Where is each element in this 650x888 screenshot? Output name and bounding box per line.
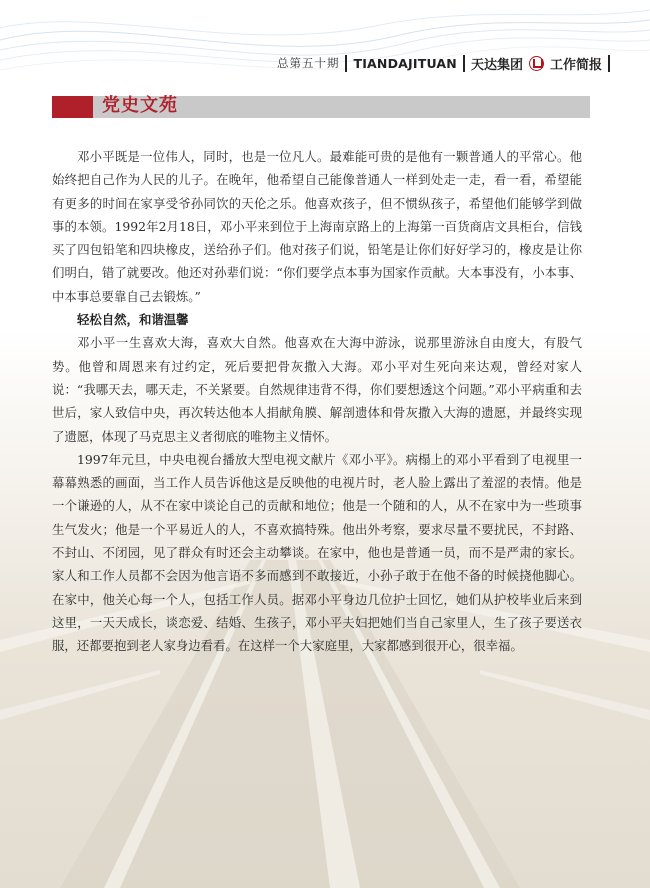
paragraph: 1997年元旦，中央电视台播放大型电视文献片《邓小平》。病榻上的邓小平看到了电视里一幕幕熟悉的画面，当工作人员告诉他这是反映他的电视片时，老人脸上露出了羞涩的表情。他是一个谦逊的人，从不在家中谈论自己的贡献和地位；他是一个随和的人，从不在家中为一些琐事生气发火；他是一个平易近人的人，不喜欢搞特殊。他出外考察，要求尽量不要扰民，不封路、不封山、不闭园，见了群众有时还会主动攀谈。在家中，他也是普通一员，而不是严肃的家长。家人和工作人员都不会因为他言语不多而感到不敢接近，小孙子敢于在他不备的时候挠他脚心。在家中，他关心每一个人，包括工作人员。据邓小平身边几位护士回忆，她们从护校毕业后来到这里，一天天成长，谈恋爱、结婚、生孩子，邓小平夫妇把她们当自己家里人，生了孩子要送衣服，还都要抱到老人家身边看看。在这样一个大家庭里，大家都感到很开心，很幸福。 bbox=[52, 451, 582, 654]
publication-name: 工作简报 bbox=[549, 57, 602, 73]
issue-number: 总第五十期 bbox=[276, 56, 340, 70]
brand-name-cn: 天达集团 bbox=[470, 57, 523, 73]
header-wave-decoration bbox=[0, 0, 650, 90]
section-accent-block bbox=[52, 96, 93, 118]
masthead bbox=[277, 52, 610, 74]
brand-name-en: TIANDAJITUAN bbox=[353, 55, 457, 71]
section-title: 党史文苑 bbox=[102, 95, 178, 116]
paragraph: 邓小平既是一位伟人，同时，也是一位凡人。最难能可贵的是他有一颗普通人的平常心。他始终把自己作为人民的儿子。在晚年，他希望自己能像普通人一样到处走一走，看一看，希望能有更多的时间在家享受爷孙同饮的天伦之乐。他喜欢孩子，但不惯纵孩子，希望他们能够学到做事的本领。1992年2月18日，邓小平来到位于上海南京路上的上海第一百货商店文具柜台，信钱买了四包铅笔和四块橡皮，送给孙子们。他对孩子们说，铅笔是让你们好好学习的，橡皮是让你们明白，错了就要改。他还对孙辈们说：“你们要学点本事为国家作贡献。大本事没有，小本事、中本事总要靠自己去锻炼。” bbox=[52, 149, 582, 304]
paragraph: 邓小平一生喜欢大海，喜欢大自然。他喜欢在大海中游泳，说那里游泳自由度大，有股气势。他曾和周恩来有过约定，死后要把骨灰撒入大海。邓小平对生死向来达观，曾经对家人说：“我哪天去，哪天走，不关紧要。自然规律违背不得，你们要想透这个问题。”邓小平病重和去世后，家人致信中央，再次转达他本人捐献角膜、解剖遗体和骨灰撒入大海的遗愿，并最终实现了遗愿，体现了马克思主义者彻底的唯物主义情怀。 bbox=[52, 335, 582, 444]
company-logo-icon bbox=[529, 56, 544, 71]
article-body bbox=[52, 145, 582, 658]
subheading: 轻松自然，和谐温馨 bbox=[77, 312, 189, 328]
section-header bbox=[52, 96, 590, 118]
divider bbox=[463, 55, 465, 72]
divider bbox=[608, 55, 610, 72]
divider bbox=[345, 55, 347, 72]
